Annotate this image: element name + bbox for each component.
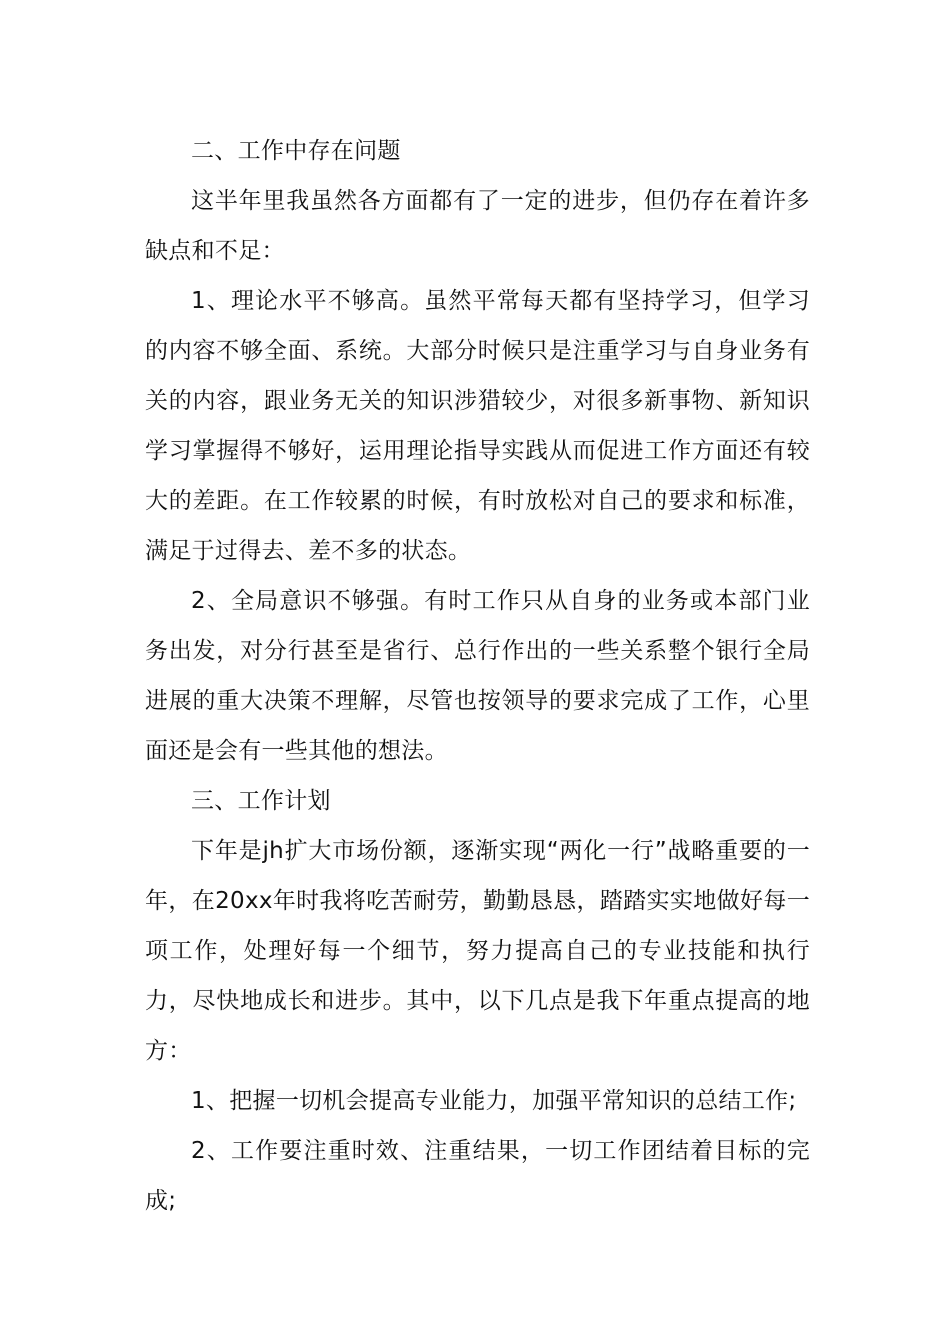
paragraph-problem-2: 2、全局意识不够强。有时工作只从自身的业务或本部门业务出发，对分行甚至是省行、总行作出的一些关系整个银行全局进展的重大决策不理解，尽管也按领导的要求完成了工作，心里面还是会有一些其他的想法。 — [145, 588, 810, 764]
section-heading-problems: 二、工作中存在问题 — [191, 138, 401, 164]
paragraph-problem-1: 1、理论水平不够高。虽然平常每天都有坚持学习，但学习的内容不够全面、系统。大部分时候只是注重学习与自身业务有关的内容，跟业务无关的知识涉猎较少，对很多新事物、新知识学习掌握得不够好，运用理论指导实践从而促进工作方面还有较大的差距。在工作较累的时候，有时放松对自己的要求和标准，满足于过得去、差不多的状态。 — [145, 288, 810, 564]
paragraph-plan-intro: 下年是jh扩大市场份额，逐渐实现“两化一行”战略重要的一年，在20xx年时我将吃苦耐劳，勤勤恳恳，踏踏实实地做好每一项工作，处理好每一个细节，努力提高自己的专业技能和执行力，尽快地成长和进步。其中，以下几点是我下年重点提高的地方： — [145, 838, 810, 1064]
document-body — [145, 126, 810, 1226]
paragraph-plan-2: 2、工作要注重时效、注重结果，一切工作团结着目标的完成; — [145, 1138, 810, 1214]
paragraph-intro: 这半年里我虽然各方面都有了一定的进步，但仍存在着许多缺点和不足： — [145, 188, 810, 264]
section-heading-plan: 三、工作计划 — [191, 788, 331, 814]
paragraph-plan-1: 1、把握一切机会提高专业能力，加强平常知识的总结工作; — [191, 1088, 797, 1114]
